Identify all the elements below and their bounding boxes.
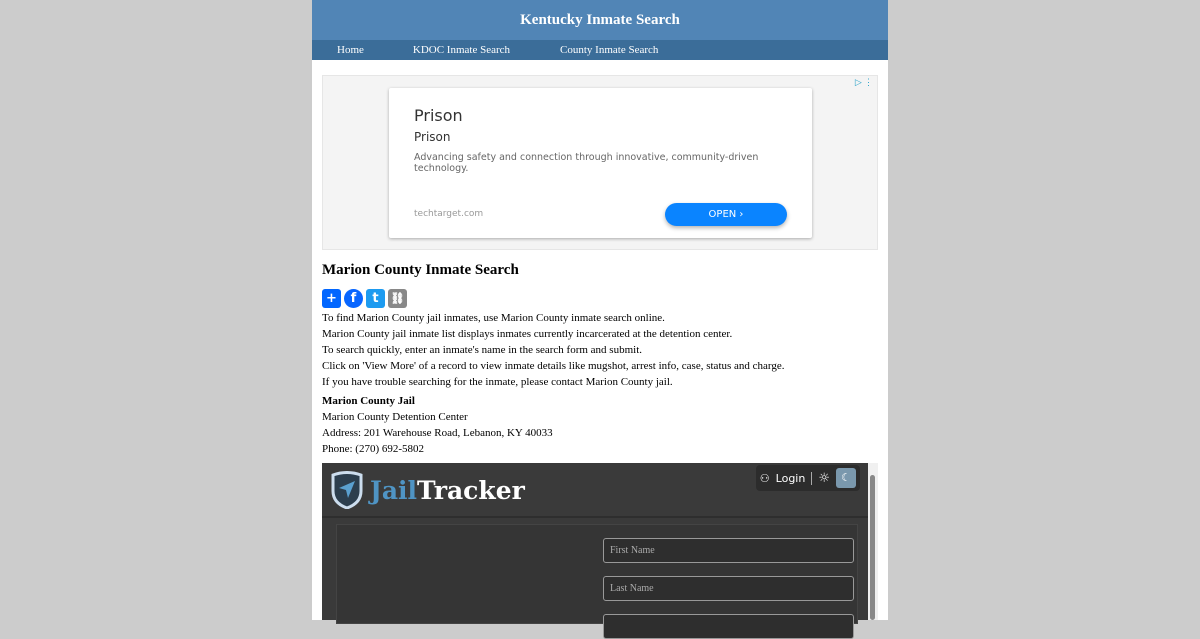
copy-link-icon[interactable]: ⛓ — [388, 289, 407, 308]
intro-line: To find Marion County jail inmates, use Marion County inmate search online. — [322, 312, 665, 324]
share-add-icon[interactable]: + — [322, 289, 341, 308]
frame-scrollbar[interactable] — [868, 463, 878, 620]
phone: Phone: (270) 692-5802 — [322, 443, 425, 455]
intro-line: If you have trouble searching for the inmate, please contact Marion County jail. — [322, 376, 673, 388]
intro-line: Marion County jail inmate list displays inmates currently incarcerated at the detention center. — [322, 328, 733, 340]
adchoices-icon[interactable]: ▷ ⋮ — [854, 77, 873, 87]
nav-home[interactable]: Home — [337, 44, 364, 56]
first-name-input[interactable]: First Name — [603, 538, 854, 563]
user-icon: ⚇ — [759, 471, 770, 485]
search-panel — [336, 524, 858, 624]
ad-subtitle: Prison — [414, 130, 451, 144]
address: Address: 201 Warehouse Road, Lebanon, KY 40033 — [322, 427, 553, 439]
facebook-icon[interactable]: f — [344, 289, 363, 308]
intro-line: To search quickly, enter an inmate's name in the search form and submit. — [322, 344, 643, 356]
intro-line: Click on 'View More' of a record to view inmate details like mugshot, arrest info, case, status and charge. — [322, 360, 785, 372]
share-buttons — [322, 289, 878, 308]
search-input[interactable] — [603, 614, 854, 639]
jail-name: Marion County Jail — [322, 395, 415, 407]
nav-kdoc[interactable]: KDOC Inmate Search — [412, 44, 511, 56]
light-mode-icon[interactable]: ☼ — [818, 470, 830, 486]
nav-bar — [312, 40, 888, 60]
page-title: Marion County Inmate Search — [322, 262, 519, 278]
ad-open-button[interactable]: OPEN › — [665, 203, 787, 226]
jailtracker-frame — [322, 463, 868, 620]
nav-county[interactable]: County Inmate Search — [560, 44, 659, 56]
last-name-input[interactable]: Last Name — [603, 576, 854, 601]
facility-name: Marion County Detention Center — [322, 411, 468, 423]
login-button[interactable]: Login — [776, 472, 813, 485]
ad-domain: techtarget.com — [414, 209, 484, 219]
twitter-icon[interactable]: t — [366, 289, 385, 308]
ad-card[interactable] — [389, 88, 812, 238]
scrollbar-thumb[interactable] — [870, 475, 875, 620]
ad-description: Advancing safety and connection through innovative, community-driven technology. — [414, 152, 759, 174]
ad-title: Prison — [414, 106, 463, 125]
advertisement[interactable] — [322, 75, 878, 250]
page — [312, 0, 888, 620]
dark-mode-icon[interactable]: ☾ — [836, 468, 856, 488]
site-title: Kentucky Inmate Search — [312, 0, 888, 40]
shield-icon — [330, 471, 364, 509]
jailtracker-logo: JailTracker — [330, 471, 525, 509]
